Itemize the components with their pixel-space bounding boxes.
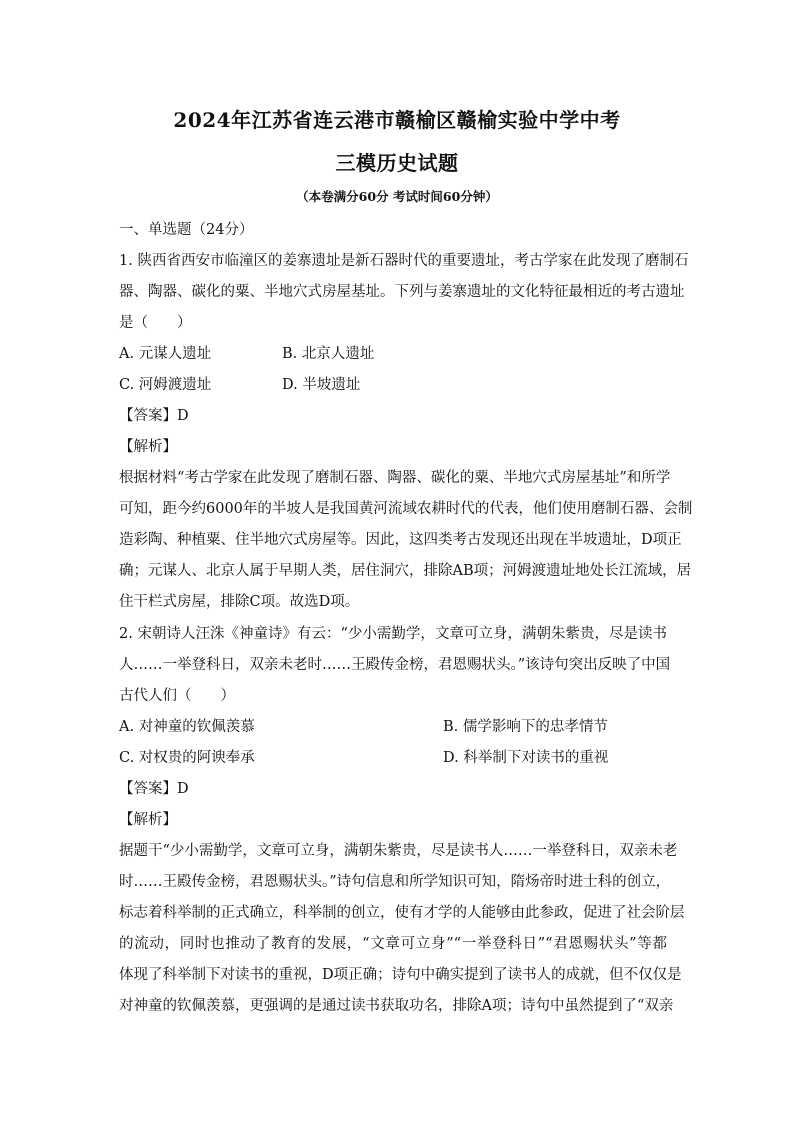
q1-stem-line: 是（ ） xyxy=(119,315,192,331)
q2-analysis-line: 标志着科举制的正式确立，科举制的创立，使有才学的人能够由此参政，促进了社会阶层 xyxy=(119,905,685,921)
q2-option-d: D. 科举制下对读书的重视 xyxy=(443,750,609,766)
q1-answer: 【答案】D xyxy=(119,408,189,424)
q2-option-b: B. 儒学影响下的忠孝情节 xyxy=(443,719,608,735)
q2-analysis-line: 的流动，同时也推动了教育的发展，“文章可立身”“一举登科日”“君恩赐状头”等都 xyxy=(119,936,667,952)
q2-stem-line: 2. 宋朝诗人汪洙《神童诗》有云：“少小需勤学，文章可立身，满朝朱紫贵，尽是读书 xyxy=(119,626,667,642)
q2-stem-line: 古代人们（ ） xyxy=(119,688,235,704)
q2-analysis-line: 时……王殿传金榜，君恩赐状头。”诗句信息和所学知识可知，隋炀帝时进士科的创立， xyxy=(119,874,671,890)
q2-option-c: C. 对权贵的阿谀奉承 xyxy=(119,750,255,766)
q1-analysis-line: 确；元谋人、北京人属于早期人类，居住洞穴，排除AB项；河姆渡遗址地处长江流域，居 xyxy=(119,563,692,579)
q1-analysis-line: 可知，距今约6000年的半坡人是我国黄河流域农耕时代的代表，他们使用磨制石器、会制 xyxy=(119,501,693,517)
q2-analysis-line: 据题干“少小需勤学，文章可立身，满朝朱紫贵，尽是读书人……一举登科日，双亲未老 xyxy=(119,843,678,859)
q2-analysis-label: 【解析】 xyxy=(119,812,177,828)
q1-stem-line: 1. 陕西省西安市临潼区的姜寨遗址是新石器时代的重要遗址，考古学家在此发现了磨制石 xyxy=(119,253,689,269)
q1-analysis-line: 根据材料“考古学家在此发现了磨制石器、陶器、碳化的粟、半地穴式房屋基址”和所学 xyxy=(119,470,671,486)
q2-answer: 【答案】D xyxy=(119,781,189,797)
q1-option-c: C. 河姆渡遗址 xyxy=(119,377,212,393)
q2-stem-line: 人……一举登科日，双亲未老时……王殿传金榜，君恩赐状头。”该诗句突出反映了中国 xyxy=(119,657,671,673)
q2-analysis-line: 对神童的钦佩羡慕，更强调的是通过读书获取功名，排除A项；诗句中虽然提到了“双亲 xyxy=(119,998,674,1014)
q1-analysis-label: 【解析】 xyxy=(119,439,177,455)
q1-analysis-line: 住干栏式房屋，排除C项。故选D项。 xyxy=(119,594,360,610)
q2-analysis-line: 体现了科举制下对读书的重视，D项正确；诗句中确实提到了读书人的成就，但不仅仅是 xyxy=(119,967,682,983)
q1-option-b: B. 北京人遗址 xyxy=(282,346,375,362)
q1-option-a: A. 元谋人遗址 xyxy=(119,346,212,362)
section-heading: 一、单选题（24分） xyxy=(119,222,254,238)
q1-option-d: D. 半坡遗址 xyxy=(282,377,361,393)
exam-title-line2: 三模历史试题 xyxy=(335,151,459,175)
exam-title-line1: 2024年江苏省连云港市赣榆区赣榆实验中学中考 xyxy=(173,108,621,132)
q1-stem-line: 器、陶器、碳化的粟、半地穴式房屋基址。下列与姜寨遗址的文化特征最相近的考古遗址 xyxy=(119,284,685,300)
q1-analysis-line: 造彩陶、种植粟、住半地穴式房屋等。因此，这四类考古发现还出现在半坡遗址，D项正 xyxy=(119,532,682,548)
exam-subtitle: （本卷满分60分 考试时间60分钟） xyxy=(296,189,498,204)
q2-option-a: A. 对神童的钦佩羡慕 xyxy=(119,719,255,735)
